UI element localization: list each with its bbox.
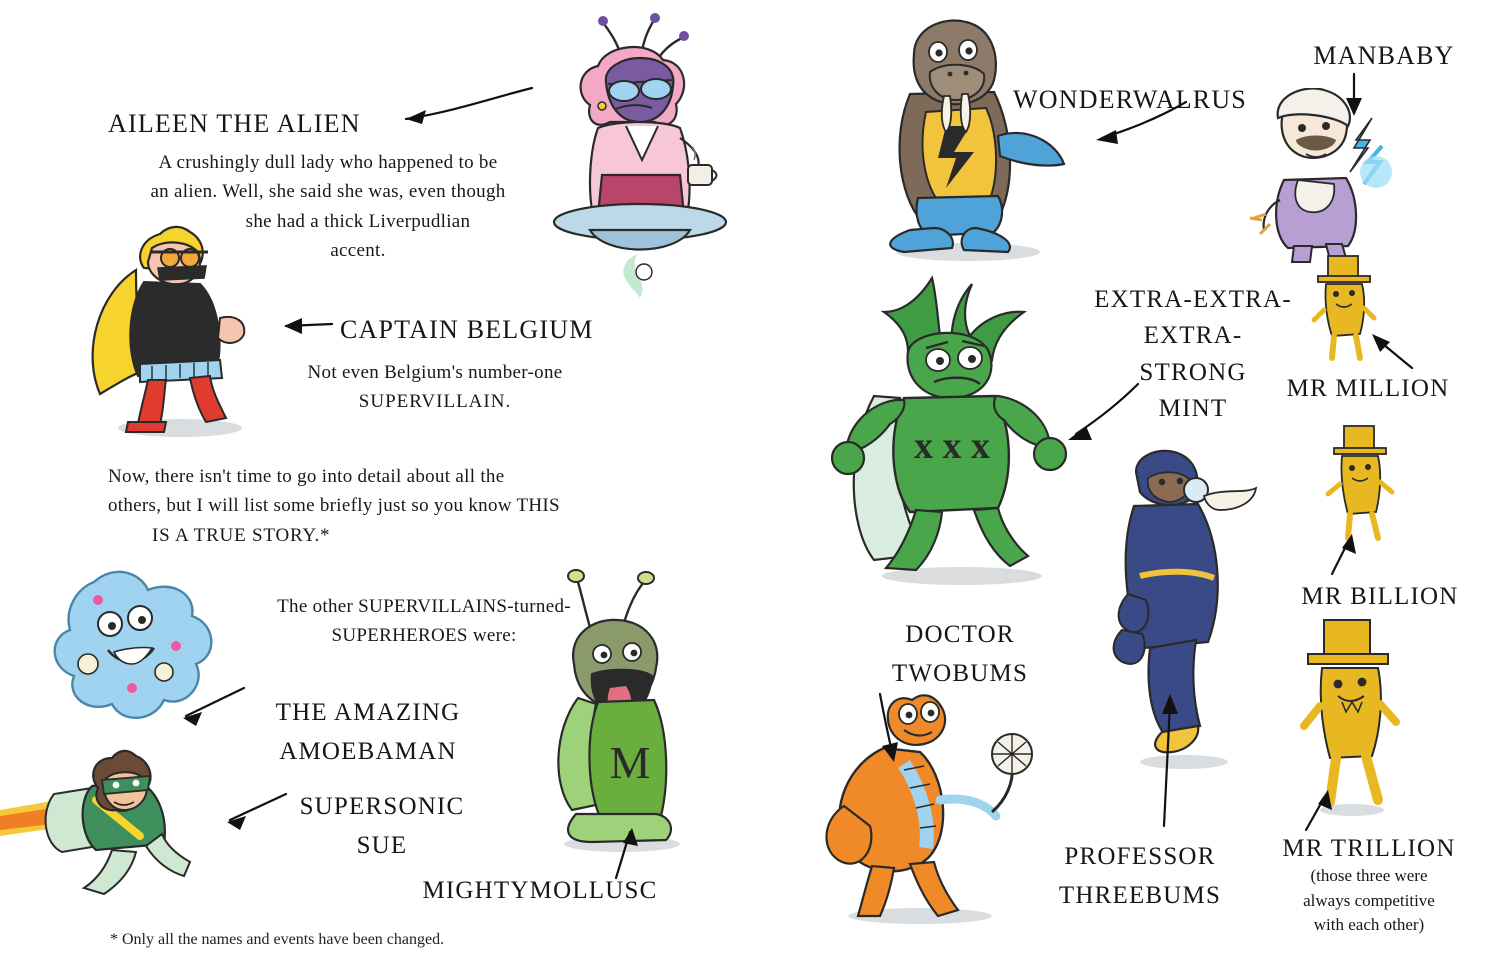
aileen-desc-line-1: A crushingly dull lady who happened to be <box>158 152 498 173</box>
aileen-name: AILEEN THE ALIEN <box>108 109 361 138</box>
captain-belgium-description <box>250 358 620 417</box>
mint-label-line-2: STRONG <box>1139 358 1247 386</box>
mint-label-line-1: EXTRA-EXTRA-EXTRA- <box>1094 286 1292 350</box>
supersonic-sue-illustration <box>0 740 230 900</box>
amoebaman-label-line-1: THE AMAZING <box>275 699 461 726</box>
mollusc-chest-letter: M <box>609 737 651 788</box>
transition-line-1: Now, there isn't time to go into detail about all the <box>108 466 505 487</box>
professor-threebums-arrow <box>1136 690 1192 832</box>
captain-belgium-desc-line-2: SUPERVILLAIN. <box>358 391 512 413</box>
doctor-twobums-illustration <box>800 680 1080 930</box>
aileen-desc-line-4: accent. <box>330 240 386 262</box>
mr-billion-arrow <box>1320 528 1376 580</box>
trillion-note-line-3: with each other) <box>1313 915 1425 935</box>
list-intro-line-1: The other SUPERVILLAINS-turned- <box>277 596 571 617</box>
transition-line-2: others, but I will list some briefly just so you know THIS <box>108 495 560 517</box>
trillion-note-line-2: always competitive <box>1303 890 1435 910</box>
footnote: * Only all the names and events have been changed. <box>110 931 445 948</box>
extra-strong-mint-arrow <box>1058 378 1148 448</box>
mint-label-line-3: MINT <box>1158 394 1228 422</box>
supersonic-sue-label <box>272 788 492 866</box>
amoebaman-label <box>248 694 488 772</box>
doctor-twobums-label <box>840 616 1080 694</box>
professor-threebums-label-line-1: PROFESSOR <box>1064 843 1216 870</box>
trillion-note-line-1: (those three were <box>1310 866 1428 885</box>
transition-paragraph <box>108 462 668 550</box>
mr-billion-label: MR BILLION <box>1301 583 1459 610</box>
aileen-arrow <box>392 80 542 140</box>
mr-trillion-label: MR TRILLION <box>1282 835 1456 862</box>
amoebaman-arrow <box>178 680 258 724</box>
mr-million-label: MR MILLION <box>1286 375 1450 402</box>
mr-million-arrow <box>1368 330 1428 376</box>
aileen-the-alien-illustration <box>530 10 750 300</box>
aileen-desc-line-3: she had a thick Liverpudlian <box>245 210 471 232</box>
transition-line-3: IS A TRUE STORY.* <box>152 524 331 546</box>
mint-chest-mark: x x x <box>914 425 990 467</box>
doctor-twobums-label-line-2: TWOBUMS <box>891 659 1029 687</box>
mr-trillion-note <box>1244 864 1494 938</box>
manbaby-arrow <box>1332 70 1372 120</box>
mightymollusc-label: MIGHTYMOLLUSC <box>422 877 658 904</box>
wonderwalrus-label: WONDERWALRUS <box>1013 85 1247 114</box>
aileen-desc-line-2: an alien. Well, she said she was, even though <box>150 181 506 203</box>
amoebaman-label-line-2: AMOEBAMAN <box>279 737 457 765</box>
captain-belgium-name: CAPTAIN BELGIUM <box>340 315 594 344</box>
professor-threebums-label-line-2: THREEBUMS <box>1058 881 1222 909</box>
wonderwalrus-illustration <box>848 16 1108 266</box>
captain-belgium-arrow <box>278 308 338 344</box>
doctor-twobums-label-line-1: DOCTOR <box>905 621 1015 648</box>
supersonic-sue-label-line-2: SUE <box>356 831 408 859</box>
supersonic-sue-label-line-1: SUPERSONIC <box>299 793 465 820</box>
manbaby-label: MANBABY <box>1313 41 1455 70</box>
list-intro-line-2: SUPERHEROES were: <box>331 625 517 647</box>
captain-belgium-desc-line-1: Not even Belgium's number-one <box>307 362 563 383</box>
mightymollusc-arrow <box>596 824 652 882</box>
doctor-twobums-arrow <box>866 690 916 770</box>
mightymollusc-illustration <box>510 558 720 858</box>
mr-trillion-arrow <box>1296 786 1352 838</box>
